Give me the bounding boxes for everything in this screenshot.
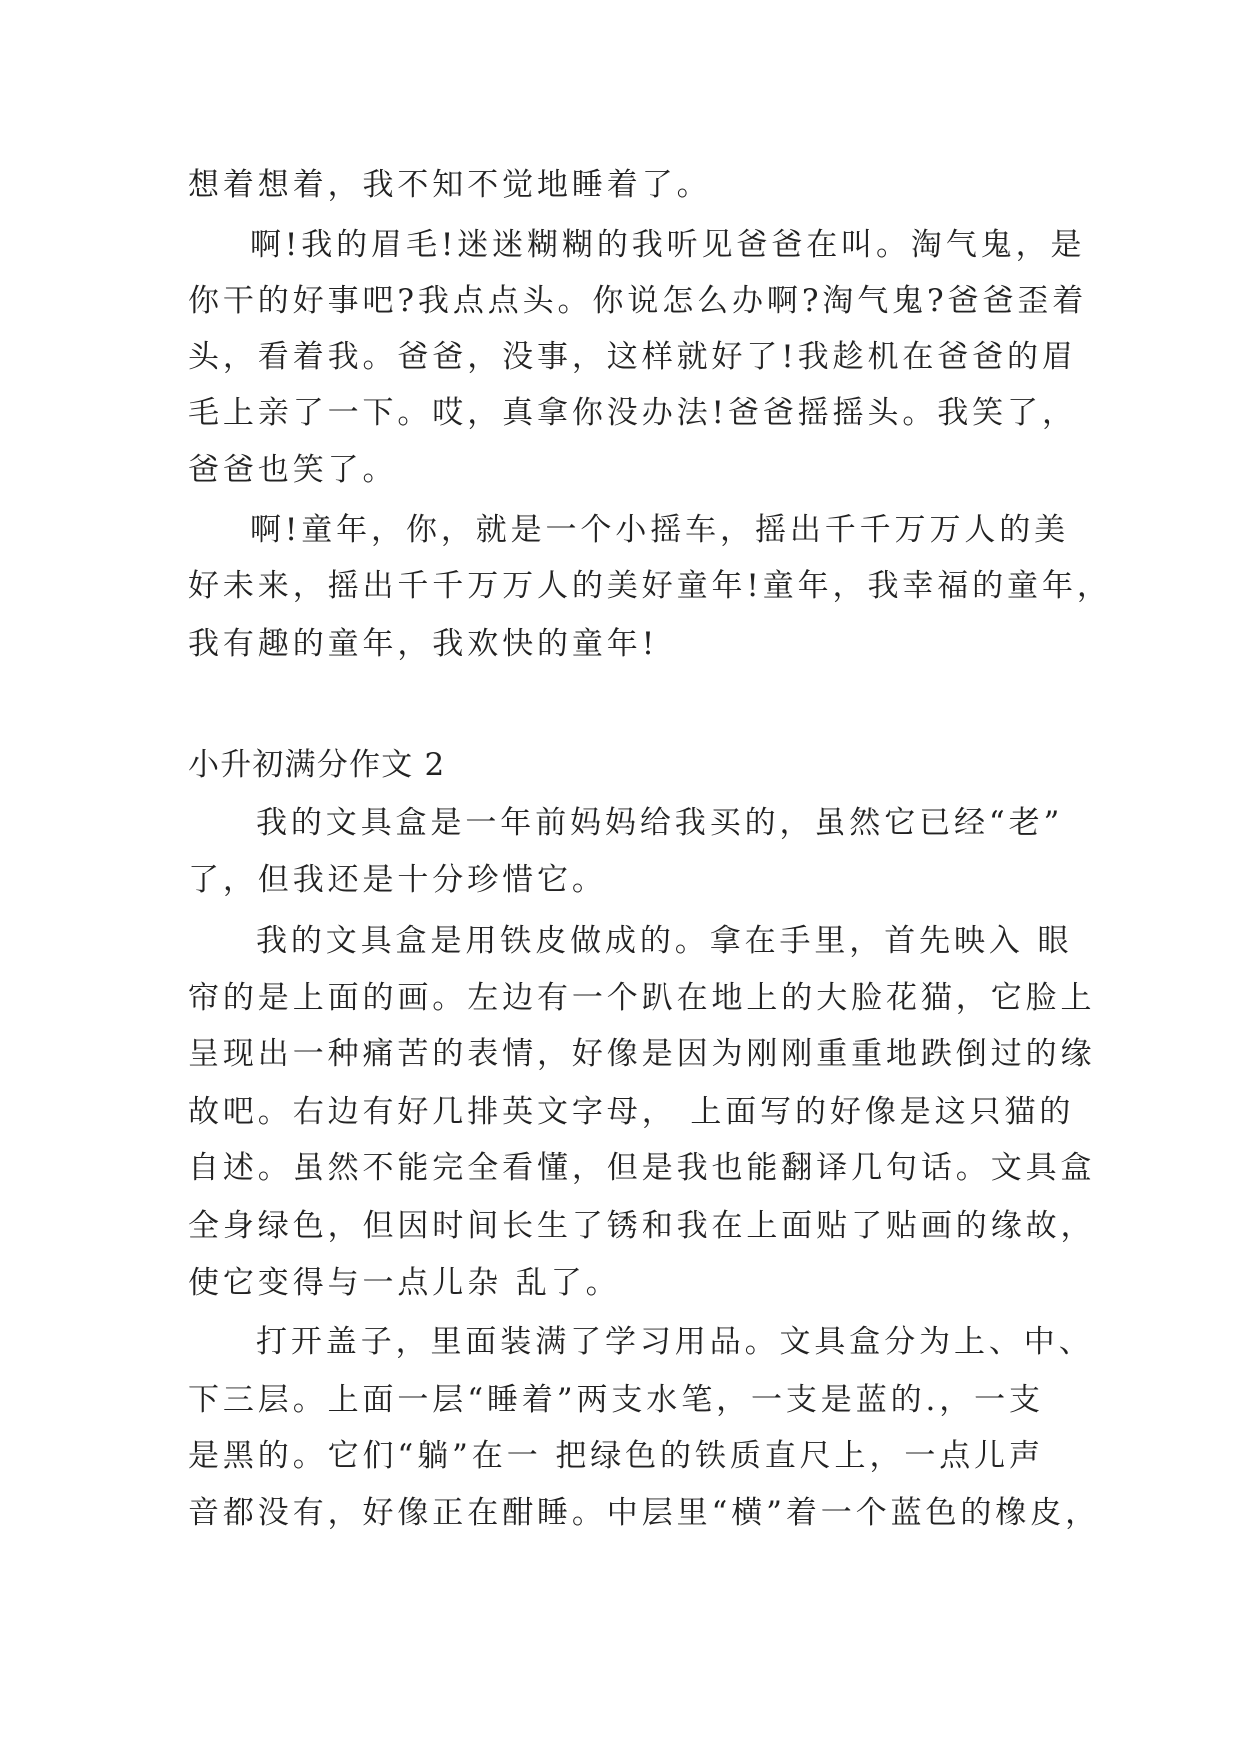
text-line: 帘的是上面的画。左边有一个趴在地上的大脸花猫，它脸上 [188,980,1096,1016]
paragraph-first-line: 我的文具盒是用铁皮做成的。拿在手里，首先映入 眼 [256,923,1073,959]
text-line: 是黑的。它们“躺”在一 把绿色的铁质直尺上，一点儿声 [188,1438,1044,1474]
text-line: 好未来，摇出千千万万人的美好童年!童年，我幸福的童年， [188,568,1112,604]
paragraph-first-line: 我的文具盒是一年前妈妈给我买的，虽然它已经“老” [256,805,1064,841]
text-line: 呈现出一种痛苦的表情，好像是因为刚刚重重地跌倒过的缘 [188,1036,1096,1072]
text-line: 毛上亲了一下。哎，真拿你没办法!爸爸摇摇头。我笑了， [188,395,1077,431]
text-line: 自述。虽然不能完全看懂，但是我也能翻译几句话。文具盒 [188,1150,1096,1186]
text-line: 全身绿色，但因时间长生了锈和我在上面贴了贴画的缘故， [188,1208,1096,1244]
paragraph-first-line: 啊!童年，你，就是一个小摇车，摇出千千万万人的美 [250,512,1070,548]
paragraph-first-line: 啊!我的眉毛!迷迷糊糊的我听见爸爸在叫。淘气鬼，是 [250,227,1086,263]
section-heading: 小升初满分作文 2 [188,747,446,783]
text-line: 使它变得与一点儿杂 乱了。 [188,1265,621,1301]
text-line: 想着想着，我不知不觉地睡着了。 [188,167,712,203]
paragraph-first-line: 打开盖子，里面装满了学习用品。文具盒分为上、中、 [256,1324,1094,1360]
text-line: 头，看着我。爸爸，没事，这样就好了!我趁机在爸爸的眉 [188,339,1077,375]
text-line: 音都没有，好像正在酣睡。中层里“横”着一个蓝色的橡皮， [188,1495,1100,1531]
text-line: 你干的好事吧?我点点头。你说怎么办啊?淘气鬼?爸爸歪着 [188,283,1088,319]
text-line: 下三层。上面一层“睡着”两支水笔，一支是蓝的.，一支 [188,1382,1044,1418]
text-line: 爸爸也笑了。 [188,452,398,488]
text-line: 了，但我还是十分珍惜它。 [188,862,607,898]
text-line: 故吧。右边有好几排英文字母， 上面写的好像是这只猫的 [188,1094,1075,1130]
text-line: 我有趣的童年，我欢快的童年! [188,626,659,662]
